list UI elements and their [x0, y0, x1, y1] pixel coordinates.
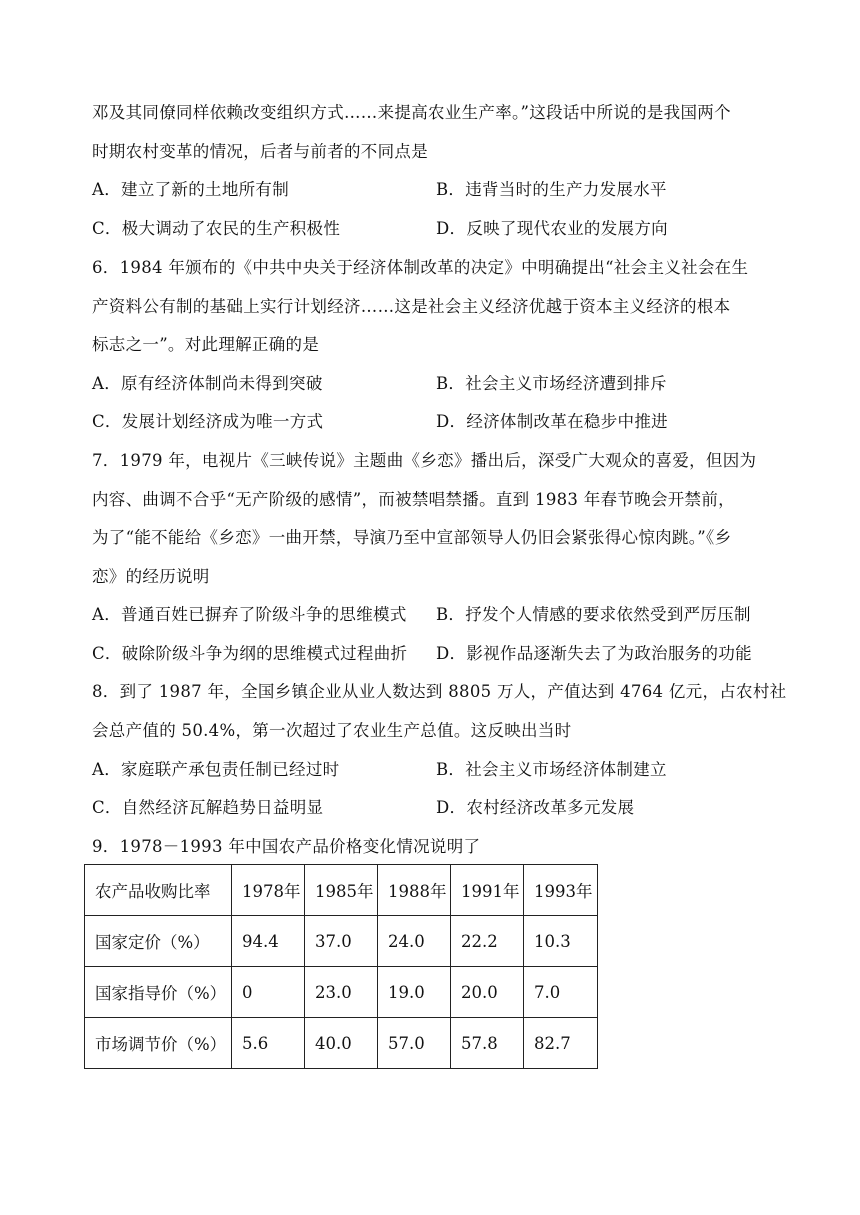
q7-text-line-3: 为了“能不能给《乡恋》一曲开禁，导演乃至中宣部领导人仍旧会紧张得心惊肉跳。”《乡 — [92, 528, 732, 547]
q5-option-a: A．建立了新的土地所有制 — [92, 180, 290, 199]
table-row — [85, 1018, 598, 1069]
q8-option-a: A．家庭联产承包责任制已经过时 — [92, 760, 340, 779]
table-header-cell: 1978年 — [232, 865, 305, 916]
table-cell: 40.0 — [305, 1018, 378, 1069]
table-cell: 37.0 — [305, 916, 378, 967]
table-row — [85, 916, 598, 967]
table-cell: 20.0 — [451, 967, 524, 1018]
q7-option-d: D．影视作品逐渐失去了为政治服务的功能 — [436, 644, 752, 663]
q5-option-c: C．极大调动了农民的生产积极性 — [92, 219, 341, 238]
q7-text-line-4: 恋》的经历说明 — [92, 567, 210, 586]
q5-option-d: D．反映了现代农业的发展方向 — [436, 219, 668, 238]
q6-text-line-3: 标志之一”。对此理解正确的是 — [92, 335, 320, 354]
table-cell: 24.0 — [378, 916, 451, 967]
table-cell: 7.0 — [524, 967, 598, 1018]
table-cell: 19.0 — [378, 967, 451, 1018]
q7-text-line-2: 内容、曲调不合乎“无产阶级的感情”，而被禁唱禁播。直到 1983 年春节晚会开禁前， — [92, 490, 735, 509]
table-header-cell: 农产品收购比率 — [85, 865, 232, 916]
q5-text-line-2: 时期农村变革的情况，后者与前者的不同点是 — [92, 142, 428, 161]
q8-option-d: D．农村经济改革多元发展 — [436, 798, 635, 817]
q7-text-line-1: 7．1979 年，电视片《三峡传说》主题曲《乡恋》播出后，深受广大观众的喜爱，但因为 — [92, 451, 757, 470]
q7-option-a: A．普通百姓已摒弃了阶级斗争的思维模式 — [92, 605, 407, 624]
q6-text-line-2: 产资料公有制的基础上实行计划经济……这是社会主义经济优越于资本主义经济的根本 — [92, 297, 731, 316]
q6-option-b: B．社会主义市场经济遭到排斥 — [436, 374, 667, 393]
table-cell: 94.4 — [232, 916, 305, 967]
q6-option-c: C．发展计划经济成为唯一方式 — [92, 412, 324, 431]
table-header-row — [85, 865, 598, 916]
q6-option-d: D．经济体制改革在稳步中推进 — [436, 412, 668, 431]
q8-option-b: B．社会主义市场经济体制建立 — [436, 760, 667, 779]
table-cell: 0 — [232, 967, 305, 1018]
q8-text-line-2: 会总产值的 50.4%，第一次超过了农业生产总值。这反映出当时 — [92, 721, 572, 740]
table-cell: 57.0 — [378, 1018, 451, 1069]
table-header-cell: 1991年 — [451, 865, 524, 916]
table-cell: 57.8 — [451, 1018, 524, 1069]
table-cell: 22.2 — [451, 916, 524, 967]
table-header-cell: 1985年 — [305, 865, 378, 916]
table-cell: 国家定价（%） — [85, 916, 232, 967]
q6-option-a: A．原有经济体制尚未得到突破 — [92, 374, 323, 393]
table-cell: 23.0 — [305, 967, 378, 1018]
table-header-cell: 1993年 — [524, 865, 598, 916]
table-cell: 82.7 — [524, 1018, 598, 1069]
q9-stem: 9．1978－1993 年中国农产品价格变化情况说明了 — [92, 837, 481, 856]
table-cell: 5.6 — [232, 1018, 305, 1069]
table-row — [85, 967, 598, 1018]
q7-option-c: C．破除阶级斗争为纲的思维模式过程曲折 — [92, 644, 408, 663]
q5-text-line-1: 邓及其同僚同样依赖改变组织方式……来提高农业生产率。”这段话中所说的是我国两个 — [92, 103, 731, 122]
table-header-cell: 1988年 — [378, 865, 451, 916]
q7-option-b: B．抒发个人情感的要求依然受到严厉压制 — [436, 605, 751, 624]
q5-option-b: B．违背当时的生产力发展水平 — [436, 180, 667, 199]
table-cell: 10.3 — [524, 916, 598, 967]
q8-option-c: C．自然经济瓦解趋势日益明显 — [92, 798, 324, 817]
table-cell: 国家指导价（%） — [85, 967, 232, 1018]
price-table — [84, 864, 598, 1069]
q6-text-line-1: 6．1984 年颁布的《中共中央关于经济体制改革的决定》中明确提出“社会主义社会在生 — [92, 258, 749, 277]
q8-text-line-1: 8．到了 1987 年，全国乡镇企业从业人数达到 8805 万人，产值达到 4764 亿元，占农村社 — [92, 682, 787, 701]
table-cell: 市场调节价（%） — [85, 1018, 232, 1069]
